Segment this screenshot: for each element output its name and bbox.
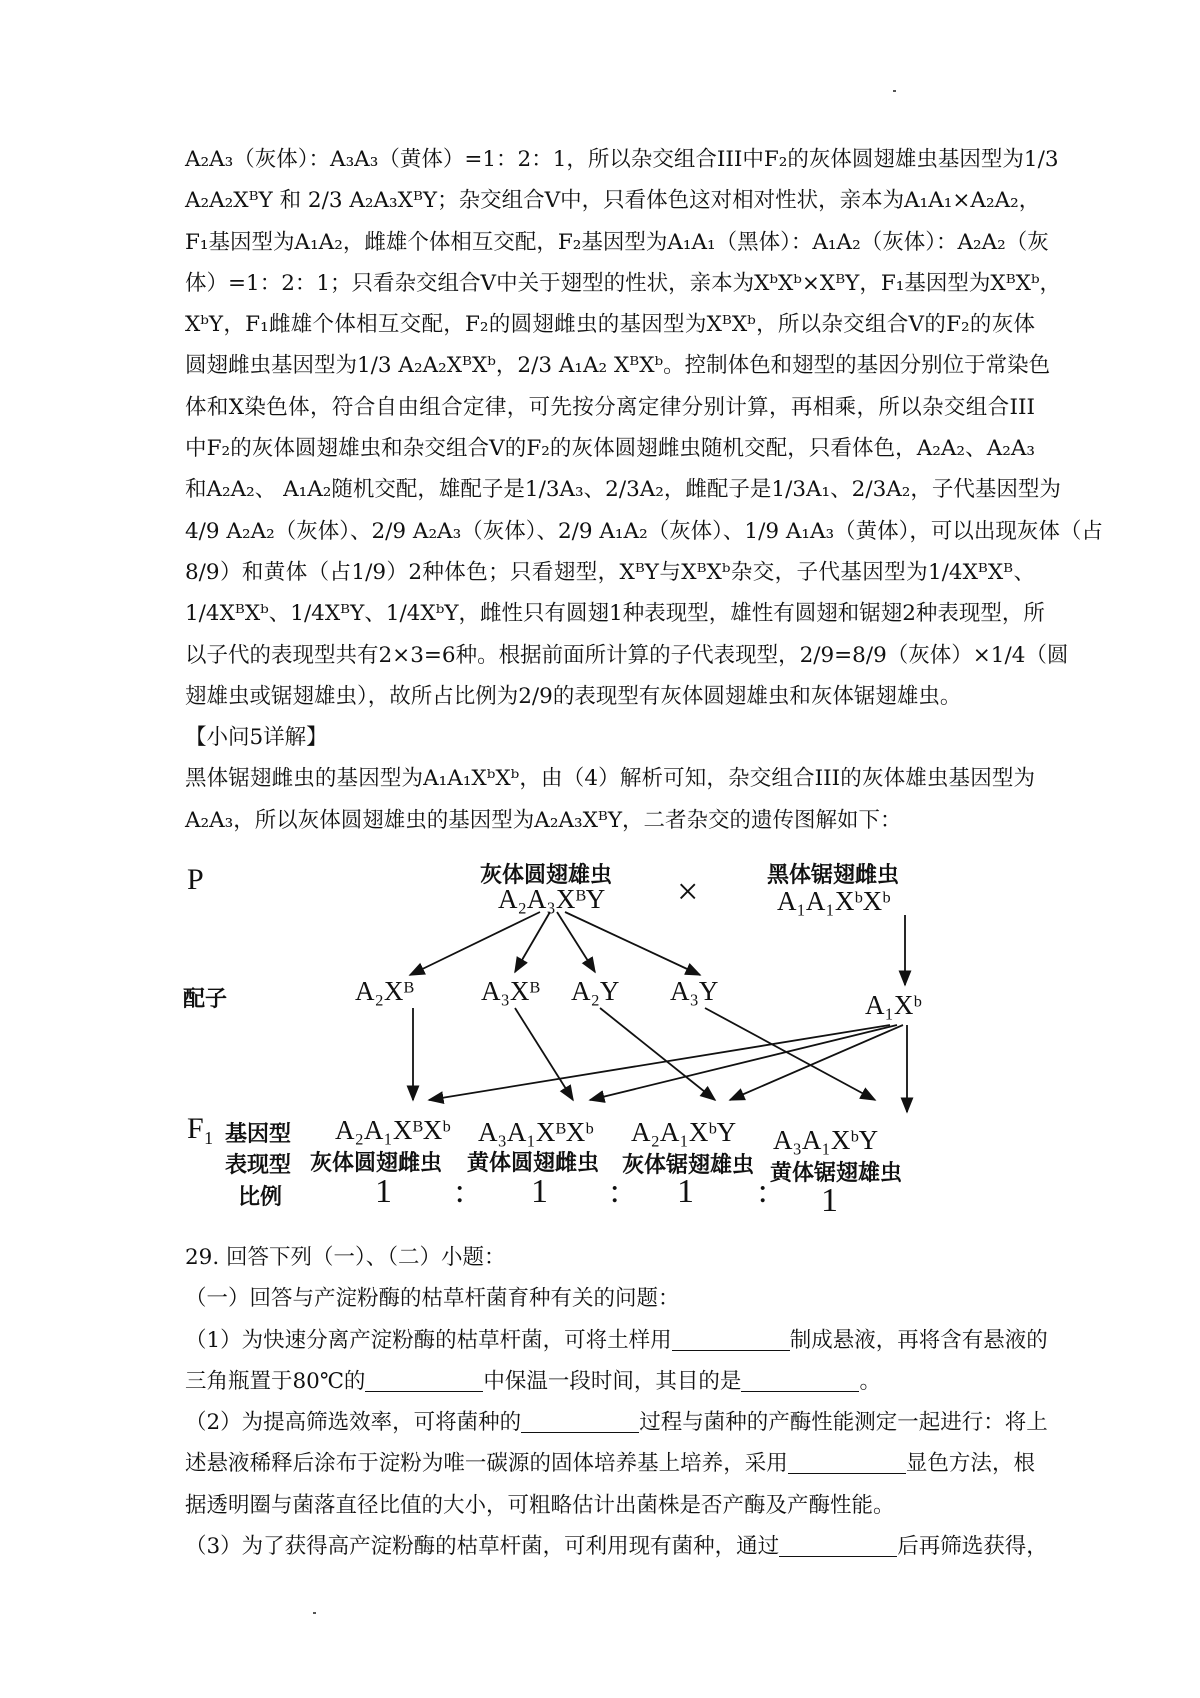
f1-label: F₁ xyxy=(187,1112,215,1145)
offspring-phenotype: 灰体锯翅雄虫 xyxy=(622,1153,755,1178)
male-gamete: A₂Y xyxy=(571,976,620,1006)
offspring-phenotype: 黄体锯翅雄虫 xyxy=(770,1161,903,1186)
phenotype-label: 表现型 xyxy=(225,1153,292,1178)
arrow xyxy=(600,1008,715,1100)
offspring-phenotype: 灰体圆翅雌虫 xyxy=(310,1151,443,1176)
question-29 xyxy=(185,1237,1048,1567)
cross-symbol: × xyxy=(677,871,699,913)
analysis-line: 翅雄虫或锯翅雄虫），故所占比例为2/9的表现型有灰体圆翅雄虫和灰体锯翅雄虫。 xyxy=(185,683,962,709)
female-gamete: A₁Xᵇ xyxy=(865,990,922,1020)
analysis-line: 8/9）和黄体（占1/9）2种体色；只看翅型，XᴮY与XᴮXᵇ杂交，子代基因型为1/4XᴮXᴮ、 xyxy=(185,559,1035,585)
genetic-cross-diagram xyxy=(185,850,1035,1230)
offspring-genotype: A₃A₁XᴮXᵇ xyxy=(478,1117,594,1147)
analysis-line: 1/4XᴮXᵇ、1/4XᴮY、1/4XᵇY，雌性只有圆翅1种表现型，雄性有圆翅和锯翅2种表现型，所 xyxy=(185,601,1045,627)
genotype-label: 基因型 xyxy=(225,1122,292,1147)
arrow xyxy=(515,1008,573,1100)
female-parent-genotype: A₁A₁XᵇXᵇ xyxy=(777,886,891,916)
p-label: P xyxy=(187,863,204,896)
question-1-line: （1）为快速分离产淀粉酶的枯草杆菌，可将土样用 制成悬液，再将含有悬液的 xyxy=(185,1327,1048,1353)
section-heading: 【小问5详解】 xyxy=(185,725,328,751)
answer-blank[interactable] xyxy=(521,1408,639,1433)
question-1-line: 三角瓶置于80℃的 中保温一段时间，其目的是 。 xyxy=(185,1368,881,1394)
analysis-line: A₂A₃，所以灰体圆翅雄虫的基因型为A₂A₃XᴮY，二者杂交的遗传图解如下： xyxy=(185,807,902,833)
analysis-line: 中F₂的灰体圆翅雄虫和杂交组合Ⅴ的F₂的灰体圆翅雌虫随机交配，只看体色，A₂A₂、A₂A₃ xyxy=(185,436,1035,462)
male-gamete: A₃Xᴮ xyxy=(481,976,540,1006)
analysis-line: 体和X染色体，符合自由组合定律，可先按分离定律分别计算，再相乘，所以杂交组合III xyxy=(185,394,1035,420)
female-parent-phenotype: 黑体锯翅雌虫 xyxy=(767,863,900,888)
offspring-ratio: 1 xyxy=(821,1182,838,1219)
scan-dot xyxy=(893,90,896,92)
answer-blank[interactable] xyxy=(672,1326,790,1351)
answer-blank[interactable] xyxy=(365,1367,483,1392)
arrow xyxy=(705,1008,875,1100)
analysis-line: F₁基因型为A₁A₂，雌雄个体相互交配，F₂基因型为A₁A₁（黑体）：A₁A₂（灰体）：A₂A₂（灰 xyxy=(185,229,1049,255)
arrow xyxy=(410,912,540,975)
analysis-line: A₂A₂XᴮY 和 2/3 A₂A₃XᴮY；杂交组合Ⅴ中，只看体色这对相对性状，亲本为A₁A₁×A₂A₂， xyxy=(185,188,1041,214)
analysis-line: 体）=1：2：1；只看杂交组合Ⅴ中关于翅型的性状，亲本为XᵇXᵇ×XᴮY，F₁基因型为XᴮXᵇ， xyxy=(185,270,1062,296)
ratio-label: 比例 xyxy=(238,1185,283,1210)
ratio-separator: : xyxy=(610,1173,620,1210)
offspring-ratio: 1 xyxy=(677,1173,694,1210)
analysis-line: 4/9 A₂A₂（灰体）、2/9 A₂A₃（灰体）、2/9 A₁A₂（灰体）、1/9 A₁A₃（黄体），可以出现灰体（占 xyxy=(185,518,1103,544)
male-parent-genotype: A₂A₃XᴮY xyxy=(498,884,606,914)
answer-blank[interactable] xyxy=(779,1532,897,1557)
question-title: 29. 回答下列（一）、（二）小题： xyxy=(185,1245,506,1270)
section-title: （一）回答与产淀粉酶的枯草杆菌育种有关的问题： xyxy=(185,1286,680,1312)
arrow xyxy=(565,912,700,975)
male-gamete: A₃Y xyxy=(670,976,719,1006)
analysis-line: XᵇY，F₁雌雄个体相互交配，F₂的圆翅雌虫的基因型为XᴮXᵇ，所以杂交组合Ⅴ的F₂的灰体 xyxy=(185,312,1035,338)
analysis-line: 以子代的表现型共有2×3=6种。根据前面所计算的子代表现型，2/9=8/9（灰体）×1/4（圆 xyxy=(185,642,1069,668)
offspring-phenotype: 黄体圆翅雌虫 xyxy=(467,1151,600,1176)
offspring-genotype: A₃A₁XᵇY xyxy=(773,1125,879,1155)
analysis-line: 圆翅雌虫基因型为1/3 A₂A₂XᴮXᵇ，2/3 A₁A₂ XᴮXᵇ。控制体色和翅型的基因分别位于常染色 xyxy=(185,353,1051,379)
ratio-separator: : xyxy=(758,1173,768,1210)
analysis-line: 黑体锯翅雌虫的基因型为A₁A₁XᵇXᵇ，由（4）解析可知，杂交组合III的灰体雄虫基因型为 xyxy=(185,766,1035,792)
arrow xyxy=(557,912,595,972)
question-2-line: 述悬液稀释后涂布于淀粉为唯一碳源的固体培养基上培养，采用 显色方法，根 xyxy=(185,1451,1035,1477)
answer-blank[interactable] xyxy=(741,1367,859,1392)
offspring-ratio: 1 xyxy=(375,1173,392,1210)
offspring-genotype: A₂A₁XᵇY xyxy=(631,1117,737,1147)
arrow xyxy=(429,1025,890,1100)
analysis-line: 和A₂A₂、 A₁A₂随机交配，雄配子是1/3A₃、2/3A₂，雌配子是1/3A₁、2/3A₂，子代基因型为 xyxy=(185,477,1061,503)
male-gamete: A₂Xᴮ xyxy=(355,976,414,1006)
analysis-line: A₂A₃（灰体）：A₃A₃（黄体）=1：2：1，所以杂交组合III中F₂的灰体圆翅雄虫基因型为1/3 xyxy=(185,147,1059,172)
scan-dot xyxy=(313,1612,316,1614)
question-2-line: 据透明圈与菌落直径比值的大小，可粗略估计出菌株是否产酶及产酶性能。 xyxy=(185,1492,895,1518)
male-parent-phenotype: 灰体圆翅雄虫 xyxy=(480,863,613,888)
question-3-line: （3）为了获得高产淀粉酶的枯草杆菌，可利用现有菌种，通过 后再筛选获得， xyxy=(185,1534,1048,1560)
question-2-line: （2）为提高筛选效率，可将菌种的 过程与菌种的产酶性能测定一起进行：将上 xyxy=(185,1410,1048,1436)
offspring-ratio: 1 xyxy=(531,1173,548,1210)
answer-blank[interactable] xyxy=(788,1449,906,1474)
gamete-label: 配子 xyxy=(183,987,228,1012)
ratio-separator: : xyxy=(455,1173,465,1210)
analysis-text xyxy=(185,139,1103,841)
offspring-genotype: A₂A₁XᴮXᵇ xyxy=(335,1115,451,1145)
